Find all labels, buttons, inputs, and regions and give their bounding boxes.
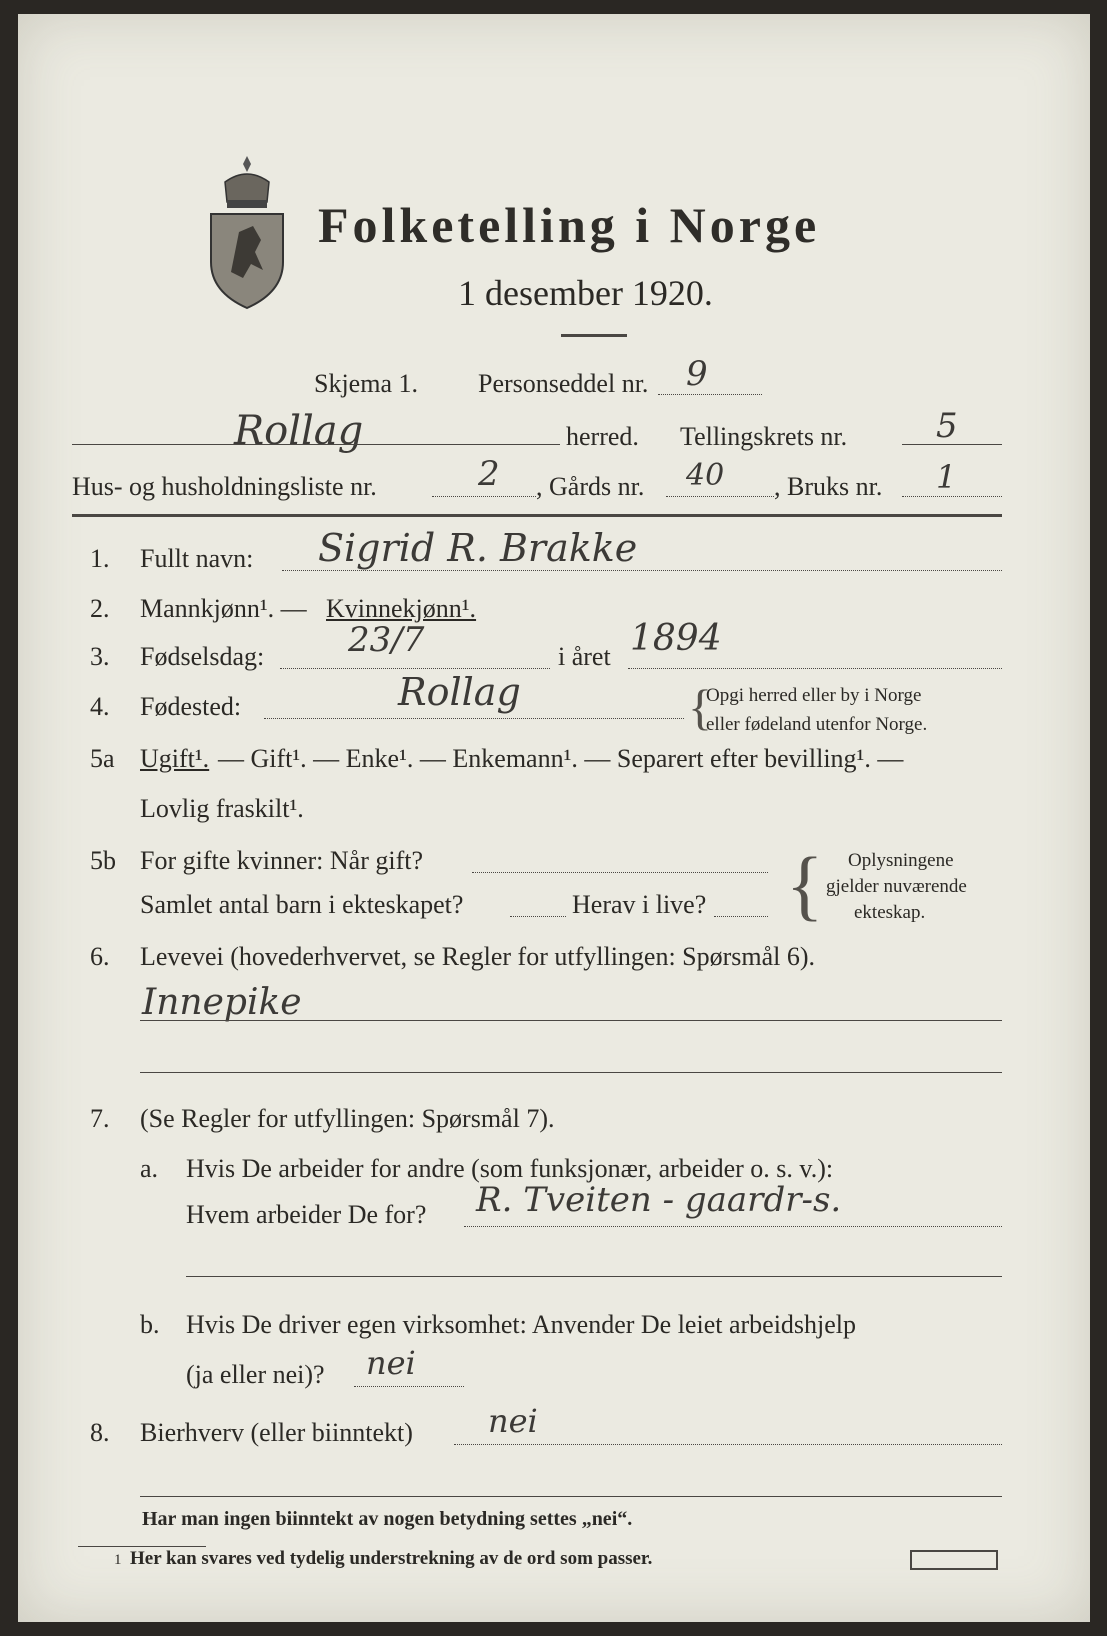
q5b-note-2: gjelder nuværende (826, 876, 967, 897)
q7a-fill-line (464, 1226, 1002, 1227)
gards-line (666, 496, 774, 497)
q5b-note-1: Oplysningene (848, 850, 954, 871)
q8-fill-line (454, 1444, 1002, 1445)
footnote-mark: 1 (114, 1552, 122, 1568)
personseddel-line (658, 394, 762, 395)
q7-number: 7. (90, 1104, 110, 1133)
q4-note-1: Opgi herred eller by i Norge (706, 685, 922, 706)
q7a-value[interactable]: R. Tveiten - gaardr-s. (476, 1180, 842, 1220)
footnote-text: Her kan svares ved tydelig understrekning av de ord som passer. (130, 1548, 653, 1569)
q5a-options: — Gift¹. — Enke¹. — Enkemann¹. — Separert efter bevilling¹. — (218, 744, 904, 773)
bruks-label: , Bruks nr. (774, 472, 883, 501)
herred-line (72, 444, 560, 445)
gards-label: , Gårds nr. (536, 472, 645, 501)
section-rule (72, 514, 1002, 517)
q8-value[interactable]: nei (488, 1402, 538, 1440)
q4-line (264, 718, 684, 719)
bruks-line (902, 496, 1002, 497)
q5b-line2a: Samlet antal barn i ekteskapet? (140, 890, 464, 919)
q5a-number: 5a (90, 744, 115, 773)
norway-coat-of-arms-icon (203, 152, 291, 312)
q7a-line2: Hvem arbeider De for? (186, 1200, 427, 1229)
q1-value[interactable]: Sigrid R. Brakke (318, 526, 638, 570)
q5b-line (472, 872, 768, 873)
title-rule (561, 334, 627, 337)
bruks-value[interactable]: 1 (936, 458, 957, 496)
q6-line-2 (140, 1072, 1002, 1073)
q6-line-1 (140, 1020, 1002, 1021)
q3-year[interactable]: 1894 (630, 618, 722, 659)
form-title: Folketelling i Norge (318, 197, 821, 253)
q7b-value[interactable]: nei (366, 1344, 416, 1382)
q5b-brace: { (786, 841, 824, 928)
q3-line (280, 668, 550, 669)
printer-stamp (910, 1550, 998, 1570)
q6-value[interactable]: Innepike (142, 982, 302, 1023)
gards-value[interactable]: 40 (686, 458, 725, 493)
q3-label: Fødselsdag: (140, 642, 265, 671)
tellingskrets-label: Tellingskrets nr. (680, 422, 848, 451)
q3-aaret: i året (558, 642, 611, 671)
q8-label: Bierhverv (eller biinntekt) (140, 1418, 413, 1447)
tellingskrets-value[interactable]: 5 (936, 406, 958, 446)
q5a-line2: Lovlig fraskilt¹. (140, 794, 304, 823)
footnote-rule (78, 1546, 206, 1547)
q2-kvinne-selected[interactable]: Kvinnekjønn¹. (326, 594, 477, 623)
q5b-line2b-fill (714, 916, 768, 917)
footer-note: Har man ingen biinntekt av nogen betydning settes „nei“. (142, 1508, 633, 1530)
q2-mann: Mannkjønn¹. — (140, 594, 307, 623)
herred-label: herred. (566, 422, 639, 451)
q1-number: 1. (90, 544, 110, 573)
hus-value[interactable]: 2 (478, 454, 500, 494)
census-date: 1 desember 1920. (458, 273, 713, 313)
personseddel-value[interactable]: 9 (686, 354, 708, 394)
q7b-line2: (ja eller nei)? (186, 1360, 325, 1389)
hus-label: Hus- og husholdningsliste nr. (72, 472, 377, 501)
q8-number: 8. (90, 1418, 110, 1447)
q3-year-line (628, 668, 1002, 669)
q4-number: 4. (90, 692, 110, 721)
q3-value[interactable]: 23/7 (348, 620, 425, 660)
q7b-letter: b. (140, 1310, 160, 1339)
q5b-label: For gifte kvinner: Når gift? (140, 846, 424, 875)
q6-label: Levevei (hovederhvervet, se Regler for utfyllingen: Spørsmål 6). (140, 942, 816, 971)
herred-value[interactable]: Rollag (234, 408, 364, 454)
q5b-note-3: ekteskap. (854, 902, 926, 923)
q7b-fill-line (354, 1386, 464, 1387)
q7a-line1: Hvis De arbeider for andre (som funksjonær, arbeider o. s. v.): (186, 1154, 834, 1183)
q6-number: 6. (90, 942, 110, 971)
q1-line (282, 570, 1002, 571)
census-form-sheet (18, 14, 1090, 1622)
q4-value[interactable]: Rollag (398, 670, 521, 714)
q4-brace: { (688, 679, 712, 735)
hus-line (432, 496, 536, 497)
q4-label: Fødested: (140, 692, 242, 721)
q7b-line1: Hvis De driver egen virksomhet: Anvender De leiet arbeidshjelp (186, 1310, 857, 1339)
q7a-letter: a. (140, 1154, 159, 1183)
q1-label: Fullt navn: (140, 544, 254, 573)
q3-number: 3. (90, 642, 110, 671)
q7a-line-extra (186, 1276, 1002, 1277)
skjema-label: Skjema 1. (314, 369, 418, 398)
q4-note-2: eller fødeland utenfor Norge. (706, 714, 928, 735)
q5b-line2b: Herav i live? (572, 890, 707, 919)
q7-label: (Se Regler for utfyllingen: Spørsmål 7). (140, 1104, 555, 1133)
q5b-number: 5b (90, 846, 116, 875)
q5b-line2a-fill (510, 916, 566, 917)
q2-number: 2. (90, 594, 110, 623)
q8-line-extra (140, 1496, 1002, 1497)
personseddel-label: Personseddel nr. (478, 369, 649, 398)
q5a-ugift-selected[interactable]: Ugift¹. (140, 744, 210, 773)
